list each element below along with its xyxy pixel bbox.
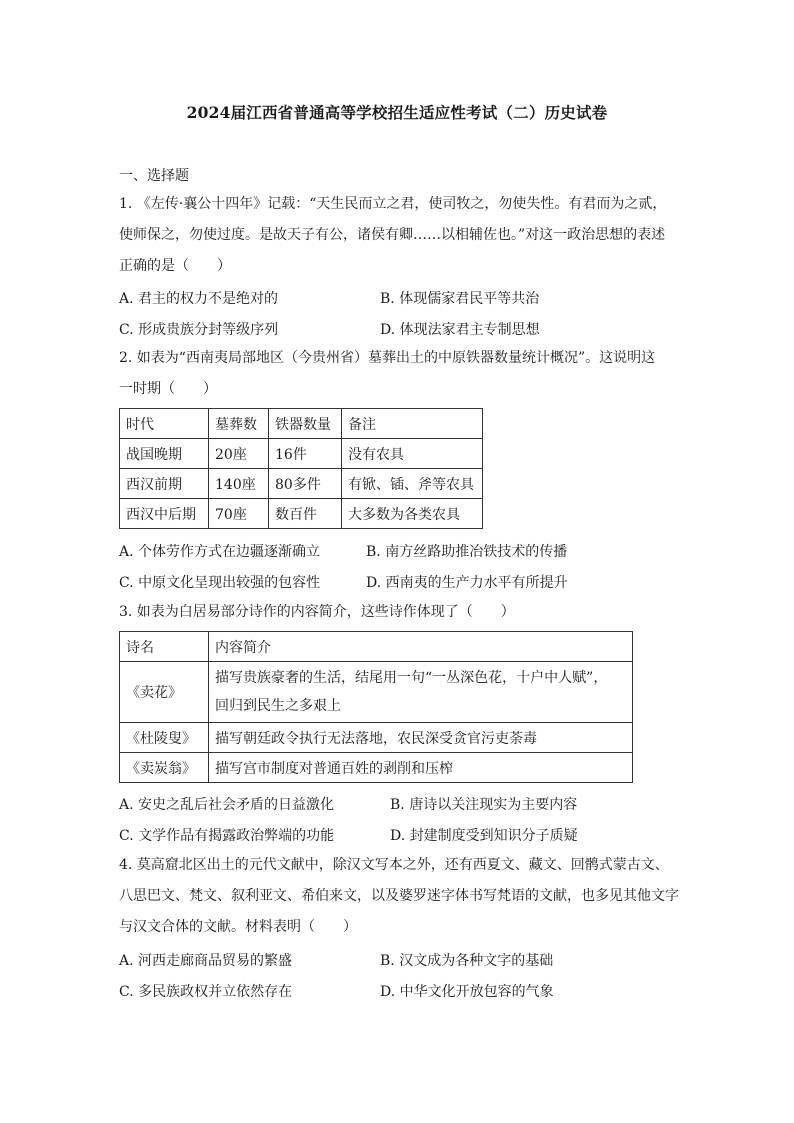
page-title: 2024届江西省普通高等学校招生适应性考试（二）历史试卷 (186, 103, 608, 122)
q1-option-c: C. 形成贵族分封等级序列 (119, 322, 279, 338)
table-row (120, 499, 483, 529)
table-header-row (120, 632, 633, 662)
table-cell: 《卖炭翁》 (120, 753, 209, 783)
table-cell: 描写朝廷政令执行无法落地，农民深受贪官污吏荼毒 (209, 723, 633, 753)
q2-option-d: D. 西南夷的生产力水平有所提升 (366, 575, 568, 591)
table-cell: 数百件 (269, 499, 342, 529)
table-cell: 西汉前期 (120, 469, 209, 499)
table-cell: 没有农具 (342, 439, 483, 469)
question-2 (119, 343, 679, 405)
question-1-line: 使师保之，勿使过度。是故天子有公，诸侯有卿……以相辅佐也。”对这一政治思想的表述 (119, 227, 666, 243)
table-cell: 大多数为各类农具 (342, 499, 483, 529)
table-cell-line: 描写贵族豪奢的生活，结尾用一句“一丛深色花，十户中人赋”， (215, 670, 608, 686)
q1-option-d: D. 体现法家君主专制思想 (380, 322, 540, 338)
table-header-cell: 诗名 (120, 632, 209, 662)
table-row (120, 753, 633, 783)
q4-option-c: C. 多民族政权并立依然存在 (119, 984, 293, 1000)
q4-option-b: B. 汉文成为各种文字的基础 (380, 953, 554, 969)
question-4-line: 与汉文合体的文献。材料表明（ ） (119, 919, 357, 935)
q1-option-a: A. 君主的权力不是绝对的 (119, 291, 279, 307)
table-cell-line: 回归到民生之多艰上 (215, 698, 341, 714)
table-cell: 有锨、锸、斧等农具 (342, 469, 483, 499)
table-cell: 16件 (269, 439, 342, 469)
q2-option-c: C. 中原文化呈现出较强的包容性 (119, 575, 321, 591)
q2-option-b: B. 南方丝路助推冶铁技术的传播 (366, 544, 568, 560)
q4-option-d: D. 中华文化开放包容的气象 (380, 984, 554, 1000)
table-cell: 战国晚期 (120, 439, 209, 469)
question-1-line: 正确的是（ ） (119, 258, 231, 274)
table-cell: 描写宫市制度对普通百姓的剥削和压榨 (209, 753, 633, 783)
q1-option-b: B. 体现儒家君民平等共治 (380, 291, 540, 307)
q4-option-a: A. 河西走廊商品贸易的繁盛 (119, 953, 293, 969)
table-header-cell: 备注 (342, 409, 483, 439)
table-header-cell: 墓葬数 (209, 409, 269, 439)
table-row (120, 469, 483, 499)
q2-option-a: A. 个体劳作方式在边疆逐渐确立 (119, 544, 321, 560)
table-cell: 80多件 (269, 469, 342, 499)
table-cell: 西汉中后期 (120, 499, 209, 529)
question-3-line: 3. 如表为白居易部分诗作的内容简介，这些诗作体现了（ ） (119, 604, 515, 620)
q3-option-a: A. 安史之乱后社会矛盾的日益激化 (119, 797, 335, 813)
table-header-cell: 铁器数量 (269, 409, 342, 439)
table-cell: 《卖花》 (120, 662, 209, 723)
table-row (120, 662, 633, 723)
question-3 (119, 597, 679, 628)
table-header-cell: 时代 (120, 409, 209, 439)
q3-option-c: C. 文学作品有揭露政治弊端的功能 (119, 828, 335, 844)
question-1-line: 1. 《左传·襄公十四年》记载：“天生民而立之君，使司牧之，勿使失性。有君而为之贰， (119, 196, 667, 212)
table-cell (209, 662, 633, 723)
section-heading: 一、选择题 (119, 168, 189, 184)
question-1 (119, 189, 679, 282)
table-row (120, 439, 483, 469)
q3-option-b: B. 唐诗以关注现实为主要内容 (390, 797, 578, 813)
table-header-row (120, 409, 483, 439)
q3-option-d: D. 封建制度受到知识分子质疑 (390, 828, 578, 844)
table-row (120, 723, 633, 753)
table-header-cell: 内容简介 (209, 632, 633, 662)
question-4-line: 八思巴文、梵文、叙利亚文、希伯来文，以及婆罗迷字体书写梵语的文献，也多见其他文字 (119, 888, 679, 904)
table-cell: 20座 (209, 439, 269, 469)
table-cell: 140座 (209, 469, 269, 499)
iron-tools-table (119, 408, 483, 529)
question-2-line: 2. 如表为“西南夷局部地区（今贵州省）墓葬出土的中原铁器数量统计概况”。这说明这 (119, 350, 656, 366)
table-cell: 70座 (209, 499, 269, 529)
question-4 (119, 850, 679, 943)
question-2-line: 一时期（ ） (119, 381, 217, 397)
question-4-line: 4. 莫高窟北区出土的元代文献中，除汉文写本之外，还有西夏文、藏文、回鹘式蒙古文、 (119, 857, 669, 873)
table-cell: 《杜陵叟》 (120, 723, 209, 753)
poems-table (119, 631, 633, 783)
